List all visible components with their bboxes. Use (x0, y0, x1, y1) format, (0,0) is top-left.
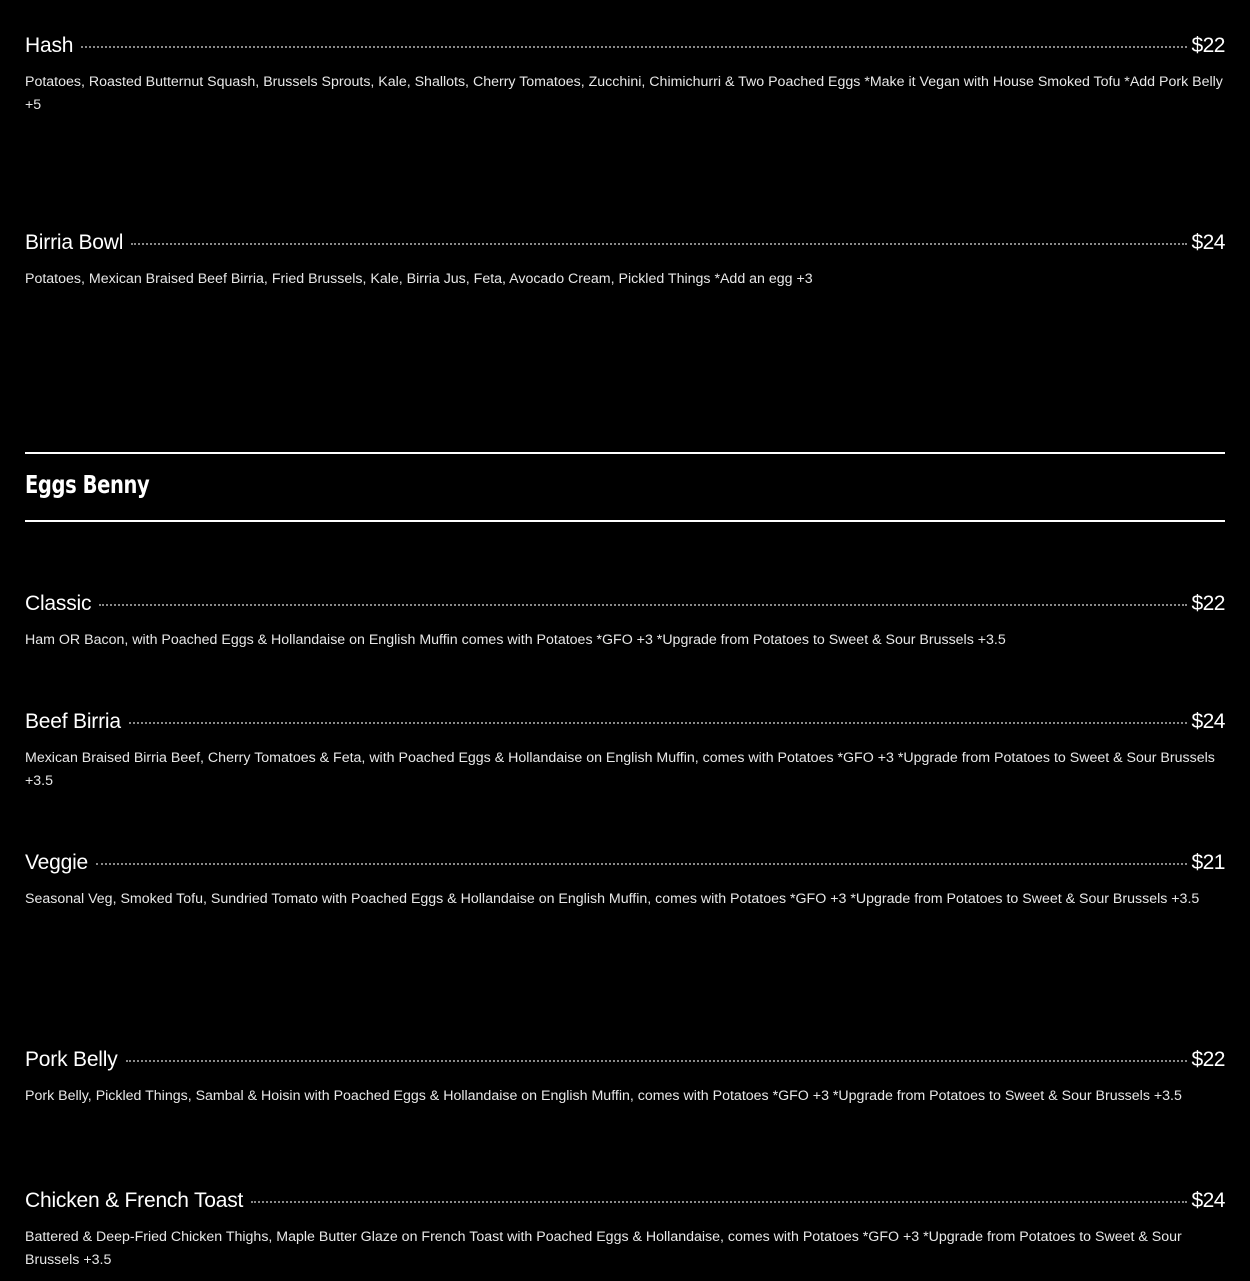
menu-item-price: $22 (1191, 592, 1225, 615)
menu-item-name: Classic (25, 592, 92, 615)
menu-item-beef-birria (25, 710, 1225, 793)
menu-item-price: $24 (1191, 1189, 1225, 1212)
dotted-leader (99, 604, 1187, 606)
menu-item-price: $22 (1191, 1048, 1225, 1071)
section-header-eggs-benny (25, 452, 1225, 522)
dotted-leader (81, 46, 1187, 48)
menu-item-header (25, 34, 1225, 64)
menu-item-description: Battered & Deep-Fried Chicken Thighs, Maple Butter Glaze on French Toast with Poached Eggs & Hollandaise, comes with Potatoes *GFO +3 *Upgrade from Potatoes to Sweet & Sour Brussels +3.5 (25, 1229, 1182, 1268)
dotted-leader (129, 722, 1188, 724)
menu-item-description: Potatoes, Roasted Butternut Squash, Brussels Sprouts, Kale, Shallots, Cherry Tomatoes, Zucchini, Chimichurri & Two Poached Eggs *Make it Vegan with House Smoked Tofu *Add Pork Belly +5 (25, 74, 1223, 113)
menu-item-hash (25, 34, 1225, 117)
menu-item-description: Seasonal Veg, Smoked Tofu, Sundried Tomato with Poached Eggs & Hollandaise on English Muffin, comes with Potatoes *GFO +3 *Upgrade from Potatoes to Sweet & Sour Brussels +3.5 (25, 891, 1200, 907)
menu-item-header (25, 851, 1225, 881)
menu-item-description: Mexican Braised Birria Beef, Cherry Tomatoes & Feta, with Poached Eggs & Hollandaise on English Muffin, comes with Potatoes *GFO +3 *Upgrade from Potatoes to Sweet & Sour Brussels +3.5 (25, 750, 1215, 789)
menu-item-description: Potatoes, Mexican Braised Beef Birria, Fried Brussels, Kale, Birria Jus, Feta, Avocado Cream, Pickled Things *Add an egg +3 (25, 271, 813, 287)
menu-item-price: $21 (1191, 851, 1225, 874)
menu-item-chicken-french-toast (25, 1189, 1225, 1272)
menu-item-name: Birria Bowl (25, 231, 124, 254)
menu-item-classic (25, 592, 1225, 652)
menu-item-header (25, 1189, 1225, 1219)
menu-item-birria-bowl (25, 231, 1225, 291)
dotted-leader (126, 1060, 1188, 1062)
menu-item-price: $24 (1191, 710, 1225, 733)
menu-item-veggie (25, 851, 1225, 911)
dotted-leader (96, 863, 1187, 865)
menu-item-price: $24 (1191, 231, 1225, 254)
menu-item-header (25, 710, 1225, 740)
section-title: Eggs Benny (25, 470, 150, 499)
menu-item-description: Pork Belly, Pickled Things, Sambal & Hoisin with Poached Eggs & Hollandaise on English Muffin, comes with Potatoes *GFO +3 *Upgrade from Potatoes to Sweet & Sour Brussels +3.5 (25, 1088, 1182, 1104)
menu-item-name: Chicken & French Toast (25, 1189, 244, 1212)
menu-item-header (25, 231, 1225, 261)
menu-item-pork-belly (25, 1048, 1225, 1108)
dotted-leader (131, 243, 1187, 245)
menu-item-name: Hash (25, 34, 74, 57)
menu-item-price: $22 (1191, 34, 1225, 57)
menu-item-name: Pork Belly (25, 1048, 118, 1071)
dotted-leader (251, 1201, 1187, 1203)
menu-item-name: Veggie (25, 851, 89, 874)
menu-item-description: Ham OR Bacon, with Poached Eggs & Hollandaise on English Muffin comes with Potatoes *GFO +3 *Upgrade from Potatoes to Sweet & Sour Brussels +3.5 (25, 632, 1006, 648)
menu-item-header (25, 592, 1225, 622)
menu-item-header (25, 1048, 1225, 1078)
menu-item-name: Beef Birria (25, 710, 121, 733)
